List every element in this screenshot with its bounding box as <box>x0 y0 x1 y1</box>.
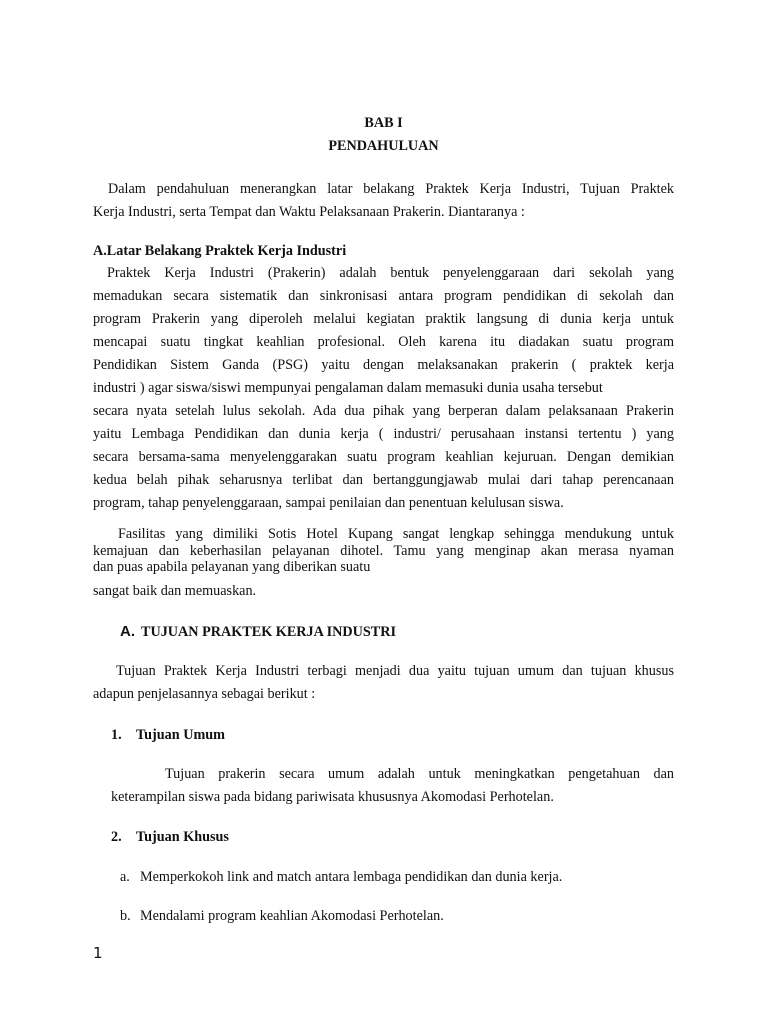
list-number: 1. <box>111 727 122 743</box>
facilities-last-line: sangat baik dan memuaskan. <box>93 583 257 599</box>
paragraph-line: Pendidikan Sistem Ganda (PSG) yaitu dengan melaksanakan prakerin ( praktek kerja <box>93 357 674 373</box>
paragraph-line: industri ) agar siswa/siswi mempunyai pengalaman dalam memasuki dunia usaha tersebut <box>93 380 603 396</box>
facilities-paragraph <box>93 526 674 576</box>
paragraph-line: Praktek Kerja Industri (Prakerin) adalah bentuk penyelenggaraan dari sekolah yang <box>107 265 674 281</box>
paragraph-line: program Prakerin yang diperoleh melalui kegiatan praktik langsung di dunia kerja untuk <box>93 311 674 327</box>
page-title: PENDAHULUAN <box>328 138 439 154</box>
intro-paragraph <box>93 178 674 224</box>
paragraph-line: yaitu Lembaga Pendidikan dan dunia kerja ( industri/ perusahaan instansi tertentu ) yang <box>93 426 674 442</box>
paragraph-line: Tujuan prakerin secara umum adalah untuk meningkatkan pengetahuan dan <box>165 766 674 782</box>
paragraph-line: kedua belah pihak seharusnya terlibat dan bertanggungjawab mulai dari tahap perencanaan <box>93 472 674 488</box>
section-a-paragraph <box>93 262 674 515</box>
section-tujuan-heading <box>120 622 680 642</box>
tujuan-intro-paragraph <box>93 660 674 706</box>
intro-line: Kerja Industri, serta Tempat dan Waktu Pelaksanaan Prakerin. Diantaranya : <box>93 204 525 220</box>
paragraph-line: Fasilitas yang dimiliki Sotis Hotel Kupang sangat lengkap sehingga mendukung untuk <box>118 526 674 542</box>
list-item-text: Memperkokoh link and match antara lembaga pendidikan dan dunia kerja. <box>140 869 563 885</box>
list-heading-text: Tujuan Umum <box>136 727 225 743</box>
paragraph-line: Tujuan Praktek Kerja Industri terbagi menjadi dua yaitu tujuan umum dan tujuan khusus <box>116 663 674 679</box>
page-number: 1 <box>93 944 103 962</box>
section-marker: A. <box>120 623 135 640</box>
paragraph-line: adapun penjelasannya sebagai berikut : <box>93 686 316 702</box>
tujuan-umum-heading <box>111 725 671 745</box>
paragraph-line: program, tahap penyelenggaraan, sampai penilaian dan penentuan kelulusan siswa. <box>93 495 564 511</box>
paragraph-line: mencapai suatu tingkat keahlian profesional. Oleh karena itu diadakan suatu program <box>93 334 674 350</box>
tujuan-khusus-heading <box>111 827 671 847</box>
paragraph-line: memadukan secara sistematik dan sinkronisasi antara program pendidikan di sekolah dan <box>93 288 674 304</box>
paragraph-line: kemajuan dan keberhasilan pelayanan dihotel. Tamu yang menginap akan merasa nyaman <box>93 542 674 559</box>
list-item-marker: b. <box>120 908 131 924</box>
section-a-heading: A.Latar Belakang Praktek Kerja Industri <box>93 243 347 259</box>
list-number: 2. <box>111 829 122 845</box>
paragraph-line: dan puas apabila pelayanan yang diberikan suatu <box>93 559 371 575</box>
chapter-label: BAB I <box>364 115 403 131</box>
paragraph-line: secara bersama-sama menyelenggarakan suatu program keahlian kejuruan. Dengan demikian <box>93 449 674 465</box>
paragraph-line: keterampilan siswa pada bidang pariwisata khususnya Akomodasi Perhotelan. <box>111 789 554 805</box>
section-heading-text: TUJUAN PRAKTEK KERJA INDUSTRI <box>141 624 397 640</box>
tujuan-umum-paragraph <box>111 763 674 809</box>
list-item-marker: a. <box>120 869 130 885</box>
list-item <box>120 906 680 926</box>
list-item <box>120 867 680 887</box>
paragraph-line: secara nyata setelah lulus sekolah. Ada dua pihak yang berperan dalam pelaksanaan Prakerin <box>93 403 674 419</box>
list-heading-text: Tujuan Khusus <box>136 829 229 845</box>
intro-line: Dalam pendahuluan menerangkan latar belakang Praktek Kerja Industri, Tujuan Praktek <box>108 181 674 197</box>
list-item-text: Mendalami program keahlian Akomodasi Perhotelan. <box>140 908 444 924</box>
